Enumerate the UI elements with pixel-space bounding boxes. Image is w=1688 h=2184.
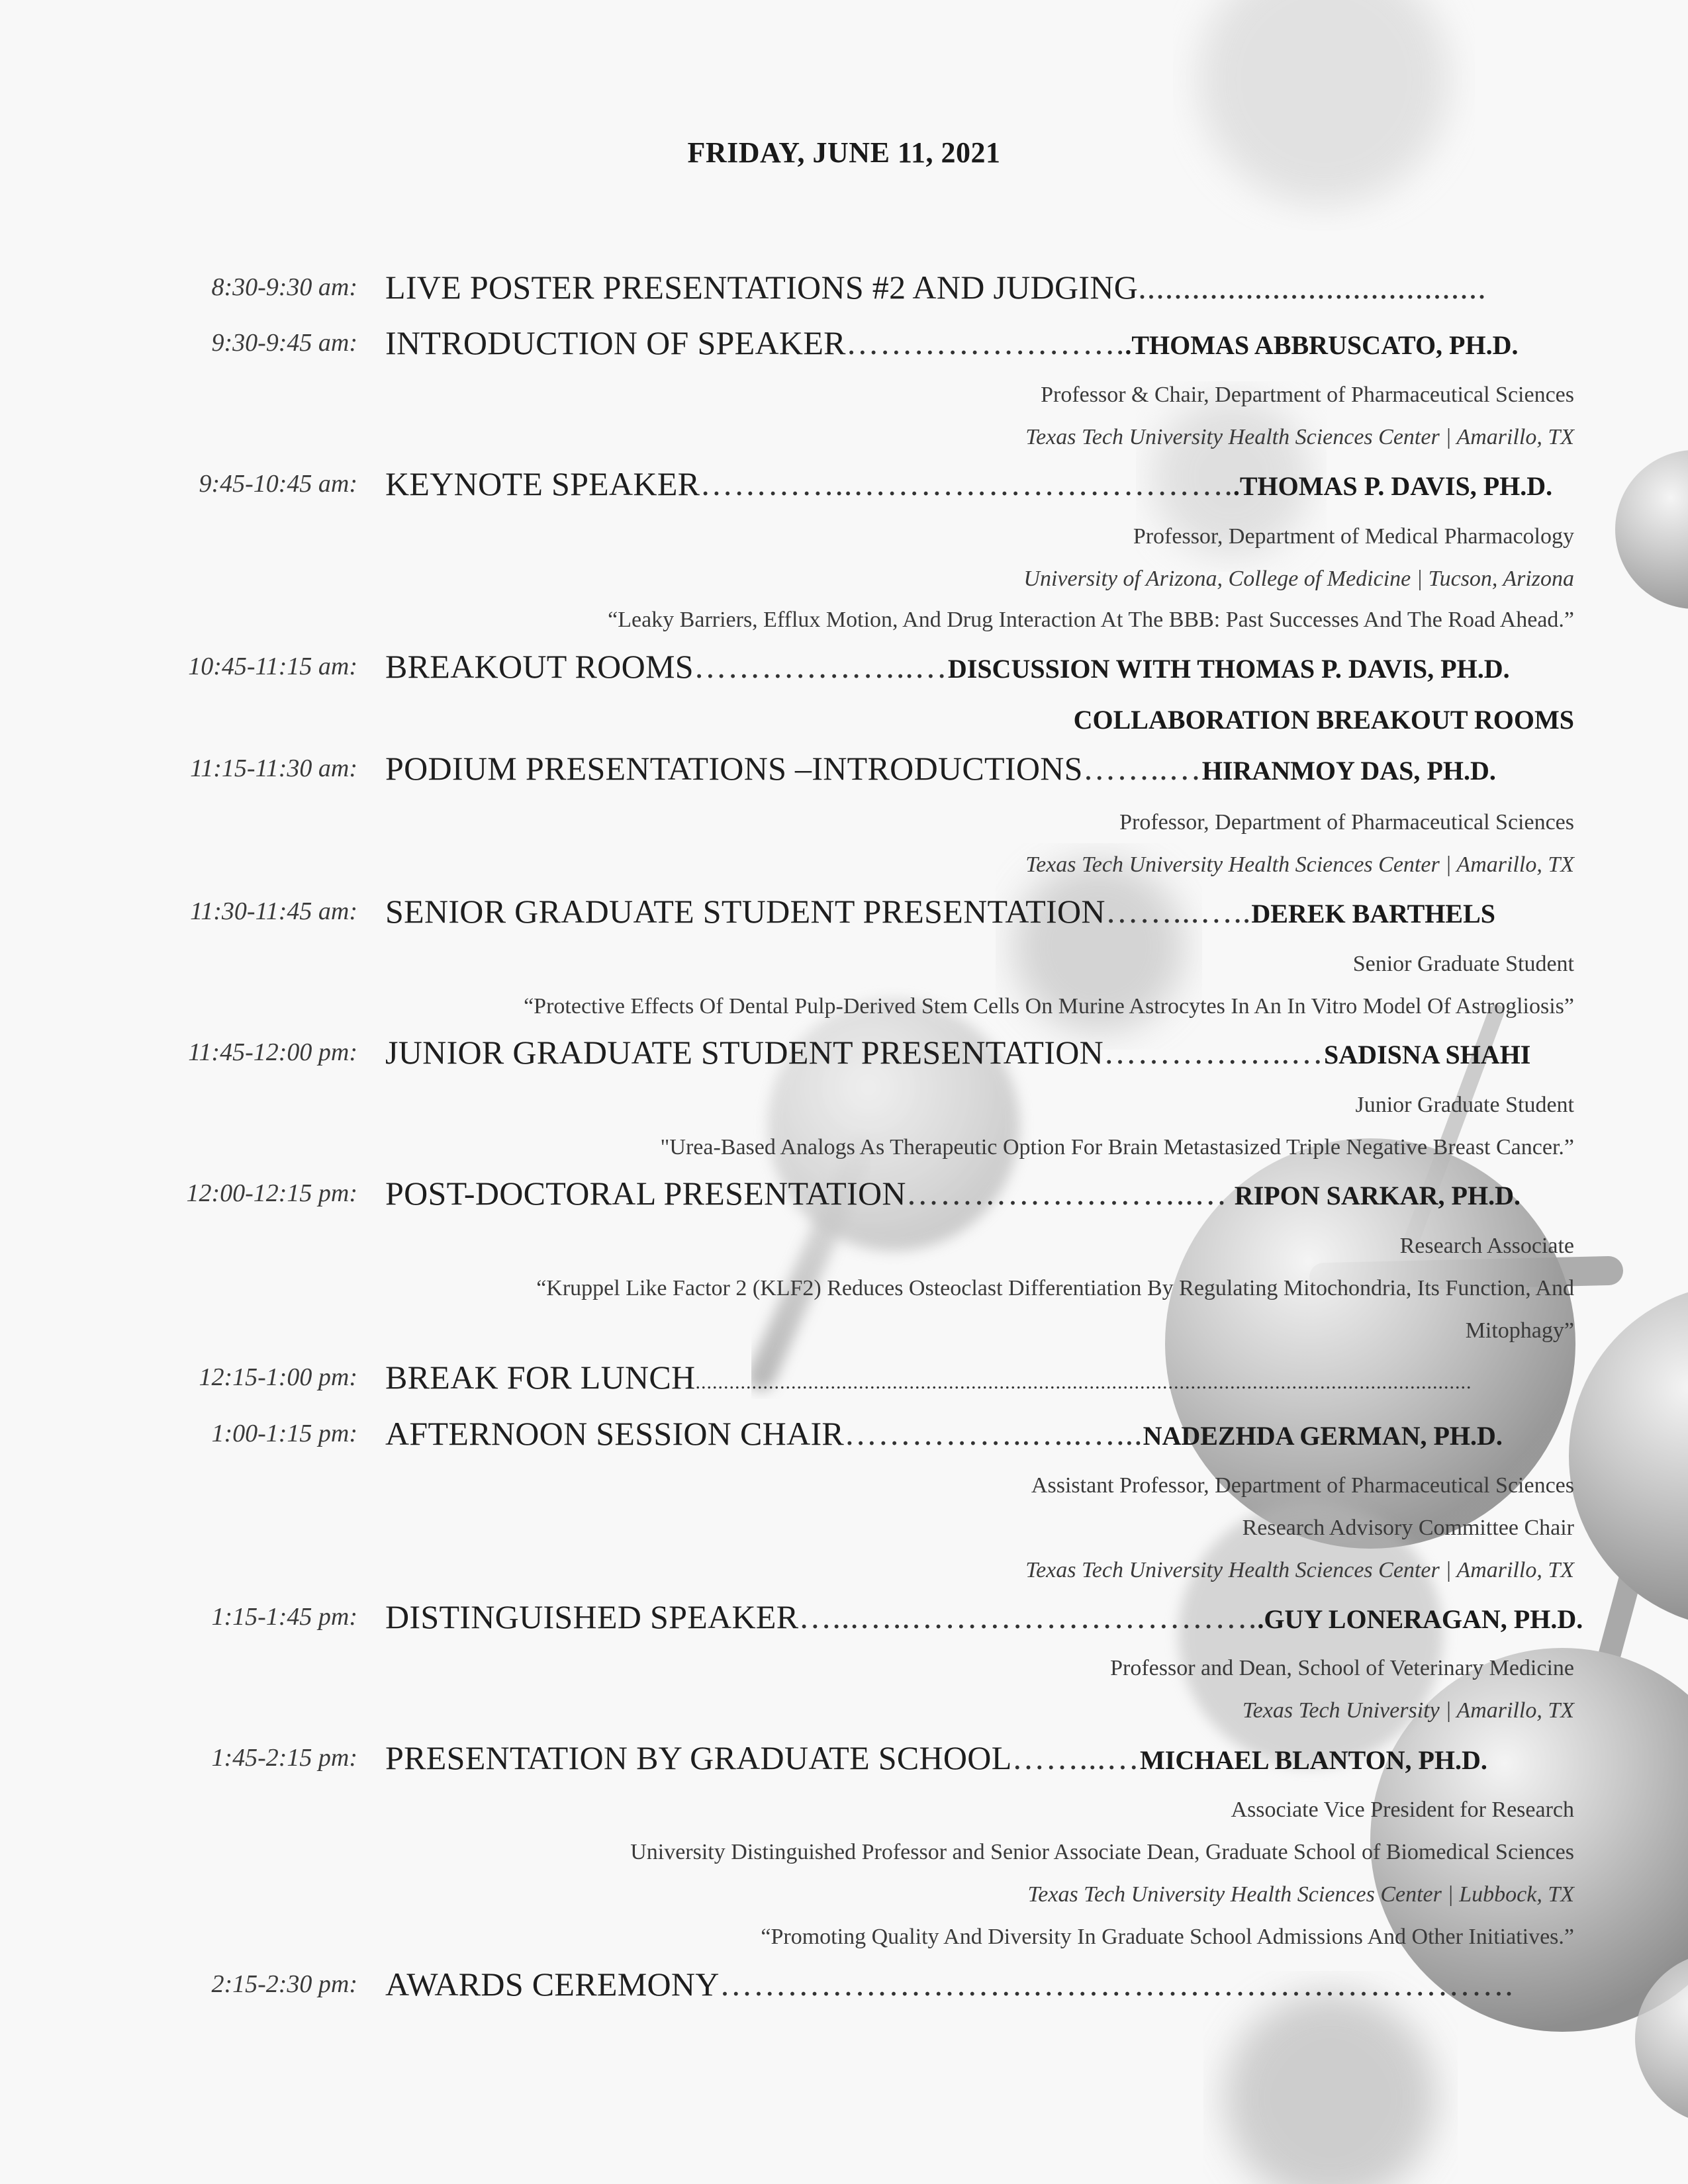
event-title: KEYNOTE SPEAKER xyxy=(385,465,700,502)
event-title: JUNIOR GRADUATE STUDENT PRESENTATION xyxy=(385,1034,1104,1071)
leader-dots: ………………..… xyxy=(693,648,948,685)
event-line xyxy=(385,1598,1583,1636)
event-line xyxy=(385,1033,1577,1071)
speaker-affiliation: Texas Tech University Health Sciences Center | Amarillo, TX xyxy=(1025,1558,1574,1582)
event-time: 11:15-11:30 am: xyxy=(190,754,357,782)
speaker-affiliation: Texas Tech University Health Sciences Center | Amarillo, TX xyxy=(1025,852,1574,877)
event-title: BREAK FOR LUNCH xyxy=(385,1359,696,1396)
speaker-name: .THOMAS ABBRUSCATO, PH.D. xyxy=(1125,330,1519,360)
speaker-affiliation: University of Arizona, College of Medicine | Tucson, Arizona xyxy=(1023,567,1574,591)
event-time: 2:15-2:30 pm: xyxy=(211,1970,357,1998)
event-time: 1:00-1:15 pm: xyxy=(211,1420,357,1447)
leader-dots: ……..… xyxy=(1082,750,1202,787)
event-time: 9:45-10:45 am: xyxy=(199,470,357,498)
speaker-affiliation: Texas Tech University | Amarillo, TX xyxy=(1242,1698,1574,1723)
event-time: 1:15-1:45 pm: xyxy=(211,1603,357,1631)
speaker-position: Professor, Department of Medical Pharmacology xyxy=(1133,524,1574,549)
event-time: 9:30-9:45 am: xyxy=(211,329,357,357)
leader-dots: ……………..… xyxy=(1103,1034,1325,1071)
speaker-name: SADISNA SHAHI xyxy=(1324,1040,1531,1069)
speaker-name: .THOMAS P. DAVIS, PH.D. xyxy=(1233,471,1553,501)
speaker-position: Professor and Dean, School of Veterinary Medicine xyxy=(1110,1656,1574,1680)
speaker-position: Professor & Chair, Department of Pharmaceutical Sciences xyxy=(1041,383,1574,407)
speaker-name: NADEZHDA GERMAN, PH.D. xyxy=(1143,1421,1503,1451)
leader-dots: ……………………….……………………………………. xyxy=(719,1966,1514,2003)
event-time: 1:45-2:15 pm: xyxy=(211,1744,357,1772)
leader-dots: .......................................................................................................................................... xyxy=(695,1371,1472,1393)
talk-title: "Urea-Based Analogs As Therapeutic Option For Brain Metastasized Triple Negative Breast Cancer.” xyxy=(660,1135,1574,1160)
event-line xyxy=(385,749,1577,788)
event-title: AWARDS CEREMONY xyxy=(385,1966,720,2003)
page-title: FRIDAY, JUNE 11, 2021 xyxy=(687,136,1001,169)
leader-dots: ……………………..… xyxy=(906,1175,1228,1212)
event-line xyxy=(385,268,1577,306)
leader-dots: ……...… xyxy=(1011,1739,1141,1776)
event-title: AFTERNOON SESSION CHAIR xyxy=(385,1415,845,1452)
event-time: 12:00-12:15 pm: xyxy=(186,1179,357,1207)
event-line xyxy=(385,1414,1577,1453)
event-line xyxy=(385,892,1577,931)
leader-dots: ……………………. xyxy=(845,324,1125,361)
leader-dots: ……………..…..…... xyxy=(844,1415,1143,1452)
event-time: 11:30-11:45 am: xyxy=(190,897,357,925)
speaker-affiliation: Texas Tech University Health Sciences Center | Lubbock, TX xyxy=(1027,1882,1574,1907)
leader-dots: ....................................... xyxy=(1138,269,1487,306)
speaker-affiliation: Texas Tech University Health Sciences Center | Amarillo, TX xyxy=(1025,425,1574,449)
event-time: 11:45-12:00 pm: xyxy=(188,1038,357,1066)
event-line xyxy=(385,1358,1577,1396)
speaker-name: .GUY LONERAGAN, PH.D. xyxy=(1257,1604,1583,1634)
event-title: POST-DOCTORAL PRESENTATION xyxy=(385,1175,906,1212)
event-line xyxy=(385,465,1577,503)
event-time: 8:30-9:30 am: xyxy=(211,273,357,301)
talk-title: “Promoting Quality And Diversity In Graduate School Admissions And Other Initiatives.” xyxy=(761,1925,1574,1949)
event-title: PODIUM PRESENTATIONS –INTRODUCTIONS xyxy=(385,750,1083,787)
speaker-role: University Distinguished Professor and Senior Associate Dean, Graduate School of Biomedical Sciences xyxy=(630,1840,1574,1864)
leader-dots: …...…..…………………………. xyxy=(798,1598,1258,1635)
speaker-position: Associate Vice President for Research xyxy=(1231,1797,1574,1822)
speaker-name: HIRANMOY DAS, PH.D. xyxy=(1201,756,1496,786)
speaker-position: Professor, Department of Pharmaceutical Sciences xyxy=(1119,810,1574,835)
event-title: LIVE POSTER PRESENTATIONS #2 AND JUDGING xyxy=(385,269,1139,306)
speaker-name: DEREK BARTHELS xyxy=(1251,899,1496,929)
event-title: BREAKOUT ROOMS xyxy=(385,648,694,685)
talk-title-continued: Mitophagy” xyxy=(1465,1318,1574,1343)
talk-title: “Leaky Barriers, Efflux Motion, And Drug Interaction At The BBB: Past Successes And The Road Ahead.” xyxy=(608,608,1574,632)
speaker-position: Research Associate xyxy=(1399,1234,1574,1258)
event-line xyxy=(385,1739,1577,1777)
event-title: INTRODUCTION OF SPEAKER xyxy=(385,324,846,361)
event-title: PRESENTATION BY GRADUATE SCHOOL xyxy=(385,1739,1012,1776)
leader-dots: ……...….. xyxy=(1105,893,1252,930)
speaker-position: Junior Graduate Student xyxy=(1355,1093,1574,1117)
talk-title: “Kruppel Like Factor 2 (KLF2) Reduces Osteoclast Differentiation By Regulating Mitochondria, Its Function, And xyxy=(536,1276,1574,1300)
event-line xyxy=(385,1965,1577,2003)
event-line xyxy=(385,1174,1577,1212)
event-title: DISTINGUISHED SPEAKER xyxy=(385,1598,799,1635)
speaker-name: MICHAEL BLANTON, PH.D. xyxy=(1140,1745,1487,1775)
event-subtitle: COLLABORATION BREAKOUT ROOMS xyxy=(1073,705,1574,735)
talk-title: “Protective Effects Of Dental Pulp-Derived Stem Cells On Murine Astrocytes In An In Vitro Model Of Astrogliosis” xyxy=(524,994,1574,1019)
speaker-role: Research Advisory Committee Chair xyxy=(1242,1516,1574,1540)
speaker-name: DISCUSSION WITH THOMAS P. DAVIS, PH.D. xyxy=(947,654,1510,684)
event-time: 10:45-11:15 am: xyxy=(188,653,357,680)
event-line xyxy=(385,647,1577,686)
leader-dots: …………..……………………………. xyxy=(700,465,1233,502)
speaker-position: Senior Graduate Student xyxy=(1352,952,1574,976)
event-time: 12:15-1:00 pm: xyxy=(199,1363,357,1391)
speaker-position: Assistant Professor, Department of Pharmaceutical Sciences xyxy=(1031,1473,1574,1498)
event-line xyxy=(385,324,1577,362)
speaker-name: RIPON SARKAR, PH.D. xyxy=(1227,1181,1521,1210)
event-title: SENIOR GRADUATE STUDENT PRESENTATION xyxy=(385,893,1105,930)
